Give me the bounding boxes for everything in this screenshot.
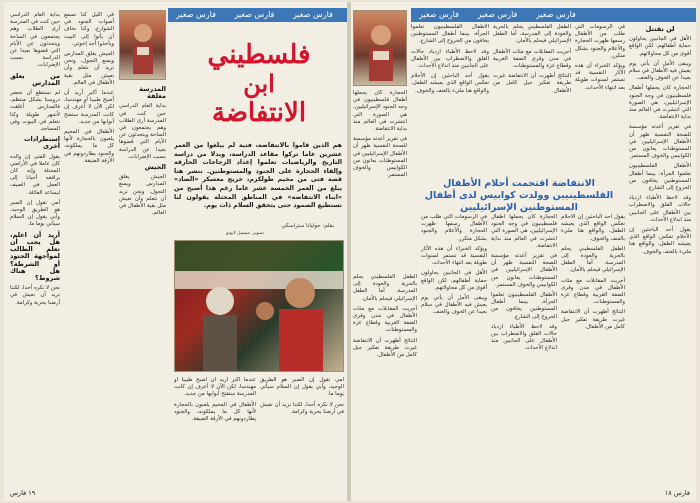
youth-photo-icon (175, 241, 344, 372)
paragraph: الأطفال في المخيم يلعبون بالحجارة لأنها كل ما يملكونه، والجنود يطاردونهم في الأزقة الضيقة. (64, 129, 114, 164)
right-brand-strip (411, 8, 696, 22)
paragraph: الأطفال الفلسطينيون تعلموا الجرأة، بينما أطفال المستوطنين يخافون من الخروج إلى الشارع. (411, 24, 489, 45)
brand-label: فارس صغير (477, 10, 518, 19)
paragraph: يقول أحد الباحثين إن الأحلام تعكس الواقع الذي يعيشه الطفل، والواقع هنا مليء بالعنف والخوف. (411, 73, 489, 94)
paragraph: يقول الفتى إن والده كان عاملا في الأراضي المحتلة وإنه كان يرافقه أحيانا إلى العمل في الصيف ليساعد العائلة. (10, 153, 60, 196)
paragraph: الجيش يغلق المدارس ويمنع التجول، ونحن نريد أن نتعلم وأن نعيش مثل بقية الأطفال في العالم. (119, 174, 166, 217)
paragraph: النتائج أظهرت أن الانتفاضة غيرت طريقة تفكير جيل كامل من الأطفال. (353, 337, 417, 359)
right-col-low-4 (561, 214, 625, 492)
paragraph: عندما أكبر أريد أن أصبح طبيبا أو مهندسا، لكن الآن لا أعرف إن كانت المدرسة ستفتح أبوابها من جديد. (64, 90, 114, 125)
right-col-top-3 (493, 24, 571, 172)
right-col-low-2 (421, 214, 487, 492)
left-folio: ١٩ فارس (10, 489, 36, 497)
paragraph: النتائج أظهرت أن الانتفاضة غيرت طريقة تفكير جيل كامل من الأطفال. (493, 73, 571, 94)
paragraph: في الرسومات التي طلب من الأطفال رسمها ظهرت الحجارة والأعلام والجنود بشكل متكرر. (575, 24, 625, 59)
headline: الانتفاضة اقتحمت أحلام الأطفال الفلسطينيين وولدت كوابيس لدى أطفال المستوطنين الإسرائيليين (424, 178, 614, 213)
paragraph: نحن لا نكره أحدا، لكننا نريد أن نعيش في أرضنا بحرية وكرامة. (10, 285, 60, 306)
child-photo-icon (120, 11, 166, 80)
section-head: استطرادات أخرى (24, 135, 60, 151)
section-head: من يعلق المدارس (10, 71, 60, 87)
question-head: أريد أن اعلم، هل يجب أن تعلم الطالب لمواجهة الجنود أو الشرطة؟ هل هناك شروط؟ (10, 230, 60, 282)
paragraph: وقد لاحظ الأطباء ازدياد حالات القلق والاضطراب بين الأطفال على الجانبين منذ اندلاع الأحداث. (491, 323, 557, 352)
paragraph: الأطفال الفلسطينيون تعلموا الجرأة، بينما أطفال المستوطنين يخافون من الخروج إلى الشارع. (491, 292, 557, 320)
paragraph: يقول أحد الباحثين إن الأحلام تعكس الواقع الذي يعيشه الطفل، والواقع هنا مليء بالعنف والخوف. (629, 227, 691, 255)
paragraph: في تقرير أعدته مؤسسة للصحة النفسية ظهر أن الأطفال الإسرائيليين في المستوطنات يعانون من الكوابيس والخوف المستمر. (353, 136, 407, 179)
paragraph: النتائج أظهرت أن الانتفاضة غيرت طريقة تفكير جيل كامل من الأطفال. (561, 309, 625, 330)
paragraph: الأهل في الجانبين يحاولون حماية أطفالهم، لكن الواقع أقوى من كل محاولاتهم. (629, 36, 691, 57)
paragraph: ويؤكد الخبراء أن هذه الآثار النفسية قد تستمر لسنوات طويلة بعد انتهاء الأحداث. (421, 245, 487, 267)
paragraph: الحجارة كان يحملها أطفال فلسطينيون في وجه الجنود الإسرائيليين، هي الصورة التي انتشرت في العالم منذ بداية الانتفاضة. (353, 90, 407, 133)
paragraph: يقول أحد الباحثين إن الأحلام تعكس الواقع الذي يعيشه الطفل، والواقع هنا مليء بالعنف والخوف. (561, 214, 625, 242)
left-col-4 (174, 377, 256, 493)
left-page (4, 2, 347, 501)
paragraph: بداية العام الدراسي حين كنت في المدرسة أرى الطلاب وهم يجتمعون في الساحة ويتحدثون عن الأيام التي قضوها بعيدا عن الدراسة بسبب الإضرابات. (119, 103, 166, 160)
paragraph: الأطفال الفلسطينيون تعلموا الجرأة، بينما أطفال المستوطنين يخافون من الخروج إلى الشارع. (629, 163, 691, 192)
title-line: ابن (243, 69, 275, 98)
paragraph: أجريت المقابلات مع مئات الأطفال في مدن وقرى الضفة الغربية وقطاع غزة والمستوطنات. (353, 305, 417, 334)
brand-label: فارس صغير (234, 10, 275, 19)
paragraph: في الرسومات التي طلب من الأطفال رسمها ظهرت الحجارة والأعلام والجنود بشكل متكرر. (421, 214, 487, 242)
paragraph: أجريت المقابلات مع مئات الأطفال في مدن وقرى الضفة الغربية وقطاع غزة والمستوطنات. (493, 48, 571, 70)
paragraph: أمي تقول إن الصبر هو الطريق الوحيد، وأبي يقول إن السلام سيأتي يوما ما. (10, 199, 60, 228)
title-line: فلسطيني (207, 40, 311, 70)
right-col-low-3 (491, 214, 557, 492)
paragraph: ويبقى الأمل أن يأتي يوم يعيش فيه الأطفال في سلام بعيدا عن الخوف والعنف. (629, 60, 691, 82)
paragraph: الحجارة كان يحملها أطفال فلسطينيون في وجه الجنود الإسرائيليين، هي الصورة التي انتشرت في العالم منذ بداية الانتفاضة. (629, 85, 691, 121)
right-col-low-1 (353, 274, 417, 492)
byline: بقلم: جوليانا ستراسكي (281, 223, 334, 229)
brand-label: فارس صغير (419, 10, 459, 19)
child-portrait-photo (119, 10, 166, 80)
paragraph: عندما أكبر أريد أن أصبح طبيبا أو مهندسا، لكن الآن لا أعرف إن كانت المدرسة ستفتح أبوابها من جديد. (174, 377, 256, 398)
paragraph: وقد لاحظ الأطباء ازدياد حالات القلق والاضطراب بين الأطفال على الجانبين منذ اندلاع الأحداث. (411, 48, 489, 70)
left-brand-strip (168, 8, 347, 22)
photo-credit: تصوير: ميشيل لابونو (226, 231, 264, 236)
brand-label: فارس صغير (292, 10, 333, 19)
article-title (176, 40, 342, 128)
paragraph: في تقرير أعدته مؤسسة للصحة النفسية ظهر أن الأطفال الإسرائيليين في المستوطنات يعانون من الكوابيس والخوف المستمر. (491, 253, 557, 288)
child-portrait-photo-2 (353, 10, 407, 86)
side-head: لن نقتتل (645, 25, 675, 33)
paragraph: الطفل الفلسطيني يحلم بالحرية والعودة إلى المدرسة، أما الطفل الإسرائيلي فيحلم بالأمان. (493, 24, 571, 45)
paragraph: الأهل في الجانبين يحاولون حماية أطفالهم، لكن الواقع أقوى من كل محاولاتهم. (421, 270, 487, 291)
paragraph: الأطفال في المخيم يلعبون بالحجارة لأنها كل ما يملكونه، والجنود يطاردونهم في الأزقة الضيقة. (174, 401, 256, 423)
left-col-1 (10, 12, 60, 488)
paragraph: أجريت المقابلات مع مئات الأطفال في مدن وقرى الضفة الغربية وقطاع غزة والمستوطنات. (561, 277, 625, 306)
youth-group-photo (174, 240, 344, 372)
right-col-top-1 (353, 90, 407, 270)
paragraph: أمي تقول إن الصبر هو الطريق الوحيد، وأبي يقول إن السلام سيأتي يوما ما. (260, 377, 344, 398)
paragraph: في الليل كنا نسمع أصوات الجنود في الشوارع، وكنا نخاف أن يأتوا إلى البيت ويأخذوا أحد إخوتي. (64, 12, 114, 47)
paragraph: الطفل الفلسطيني يحلم بالحرية والعودة إلى المدرسة، أما الطفل الإسرائيلي فيحلم بالأمان. (353, 274, 417, 302)
brand-label: فارس صغير (535, 10, 576, 19)
paragraph: بداية العام الدراسي حين كنت في المدرسة أرى الطلاب وهم يجتمعون في الساحة ويتحدثون عن الأيام التي قضوها بعيدا عن الدراسة بسبب الإضرابات. (10, 12, 60, 69)
child-photo-icon (354, 11, 407, 86)
right-page (351, 2, 696, 501)
brand-label: فارس صغير (176, 10, 216, 19)
paragraph: نحن لا نكره أحدا، لكننا نريد أن نعيش في أرضنا بحرية وكرامة. (260, 401, 344, 415)
right-folio: فارس ١٨ (664, 489, 690, 497)
paragraph: الطفل الفلسطيني يحلم بالحرية والعودة إلى المدرسة، أما الطفل الإسرائيلي فيحلم بالأمان. (561, 245, 625, 274)
title-line: الانتفاضة (211, 98, 307, 128)
section-head: الجيش (144, 163, 166, 172)
left-col-5 (260, 377, 344, 493)
paragraph: لم نستطع أن نحضر دروسنا بشكل منتظم، فالمدارس أغلقت لأشهر طويلة وكنا نتعلم في البيوت وفي المساجد. (10, 90, 60, 133)
paragraph: ويبقى الأمل أن يأتي يوم يعيش فيه الأطفال في سلام بعيدا عن الخوف والعنف. (421, 295, 487, 316)
right-col-top-2 (411, 24, 489, 172)
side-column (629, 24, 691, 494)
magazine-spread (4, 2, 696, 501)
left-col-3 (119, 84, 166, 494)
article-intro: هم الذين قاموا بالانتفاضة، فتية لم يبلغوا من العمر عشرين عاما تركوا مقاعد الدراسة، وبدلا من دراسة التاريخ والرياضيات تعلموا إعداد الزجاجات الحارقة وإلقاء الحجارة على الجنود والمستوطنين. ننشر هنا قصة فتى من مخيم طولكرم، خريج معسكر «الضاد» يبلغ من العمر الخمسة عشر عاما رغم هذا أصبح من «ابناء الانتفاضة» في المناطق المحتلة يقولون لنا نستطيع الصمود حتى يتحقق السلام ذات يوم. (174, 142, 342, 210)
paragraph: ويؤكد الخبراء أن هذه الآثار النفسية قد تستمر لسنوات طويلة بعد انتهاء الأحداث. (575, 63, 625, 91)
section-head: المدرسة مغلقة (139, 85, 166, 101)
paragraph: الجيش يغلق المدارس ويمنع التجول، ونحن نريد أن نتعلم وأن نعيش مثل بقية الأطفال في العالم. (64, 51, 114, 86)
paragraph: الحجارة كان يحملها أطفال فلسطينيون في وجه الجنود الإسرائيليين، هي الصورة التي انتشرت في العالم منذ بداية الانتفاضة. (491, 214, 557, 249)
right-col-top-4 (575, 24, 625, 172)
left-col-2 (64, 12, 114, 488)
paragraph: في تقرير أعدته مؤسسة للصحة النفسية ظهر أن الأطفال الإسرائيليين في المستوطنات يعانون من الكوابيس والخوف المستمر. (629, 124, 691, 160)
paragraph: وقد لاحظ الأطباء ازدياد حالات القلق والاضطراب بين الأطفال على الجانبين منذ اندلاع الأحداث. (629, 195, 691, 223)
